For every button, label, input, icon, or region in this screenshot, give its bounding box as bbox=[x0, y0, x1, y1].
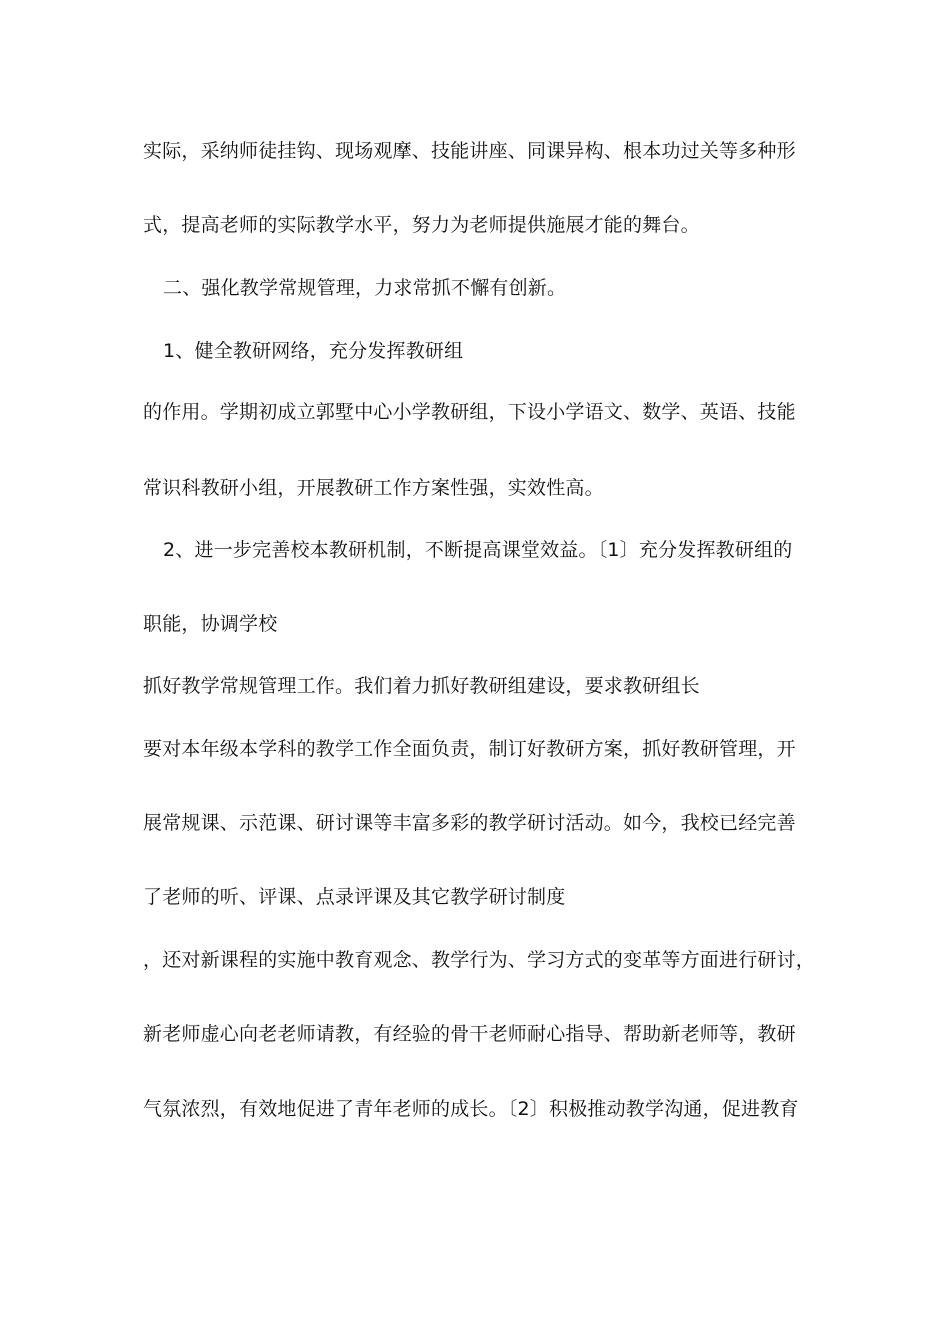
text-line-12: 了老师的听、评课、点录评课及其它教学研讨制度 bbox=[143, 886, 566, 908]
text-line-10: 要对本年级本学科的教学工作全面负责，制订好教研方案，抓好教研管理，开 bbox=[143, 738, 796, 760]
text-line-11: 展常规课、示范课、研讨课等丰富多彩的教学研讨活动。如今，我校已经完善 bbox=[143, 812, 796, 834]
text-line-6: 常识科教研小组，开展教研工作方案性强，实效性高。 bbox=[143, 477, 604, 499]
text-line-9: 抓好教学常规管理工作。我们着力抓好教研组建设，要求教研组长 bbox=[143, 675, 700, 697]
subheading-2: 2、进一步完善校本教研机制，不断提高课堂效益。〔1〕充分发挥教研组的 bbox=[163, 539, 793, 561]
text-line-15: 气氛浓烈，有效地促进了青年老师的成长。〔2〕积极推动教学沟通，促进教育 bbox=[143, 1098, 799, 1120]
subheading-1: 1、健全教研网络，充分发挥教研组 bbox=[163, 340, 464, 362]
text-line-14: 新老师虚心向老老师请教，有经验的骨干老师耐心指导、帮助新老师等，教研 bbox=[143, 1023, 796, 1045]
text-line-2: 式，提高老师的实际教学水平，努力为老师提供施展才能的舞台。 bbox=[143, 214, 700, 236]
text-line-13: ，还对新课程的实施中教育观念、教学行为、学习方式的变革等方面进行研讨， bbox=[143, 949, 816, 971]
text-line-1: 实际，采纳师徒挂钩、现场观摩、技能讲座、同课异构、根本功过关等多种形 bbox=[143, 140, 796, 162]
text-line-5: 的作用。学期初成立郭墅中心小学教研组，下设小学语文、数学、英语、技能 bbox=[143, 401, 796, 423]
text-line-8: 职能，协调学校 bbox=[143, 613, 278, 635]
section-heading-2: 二、强化教学常规管理，力求常抓不懈有创新。 bbox=[163, 277, 567, 299]
